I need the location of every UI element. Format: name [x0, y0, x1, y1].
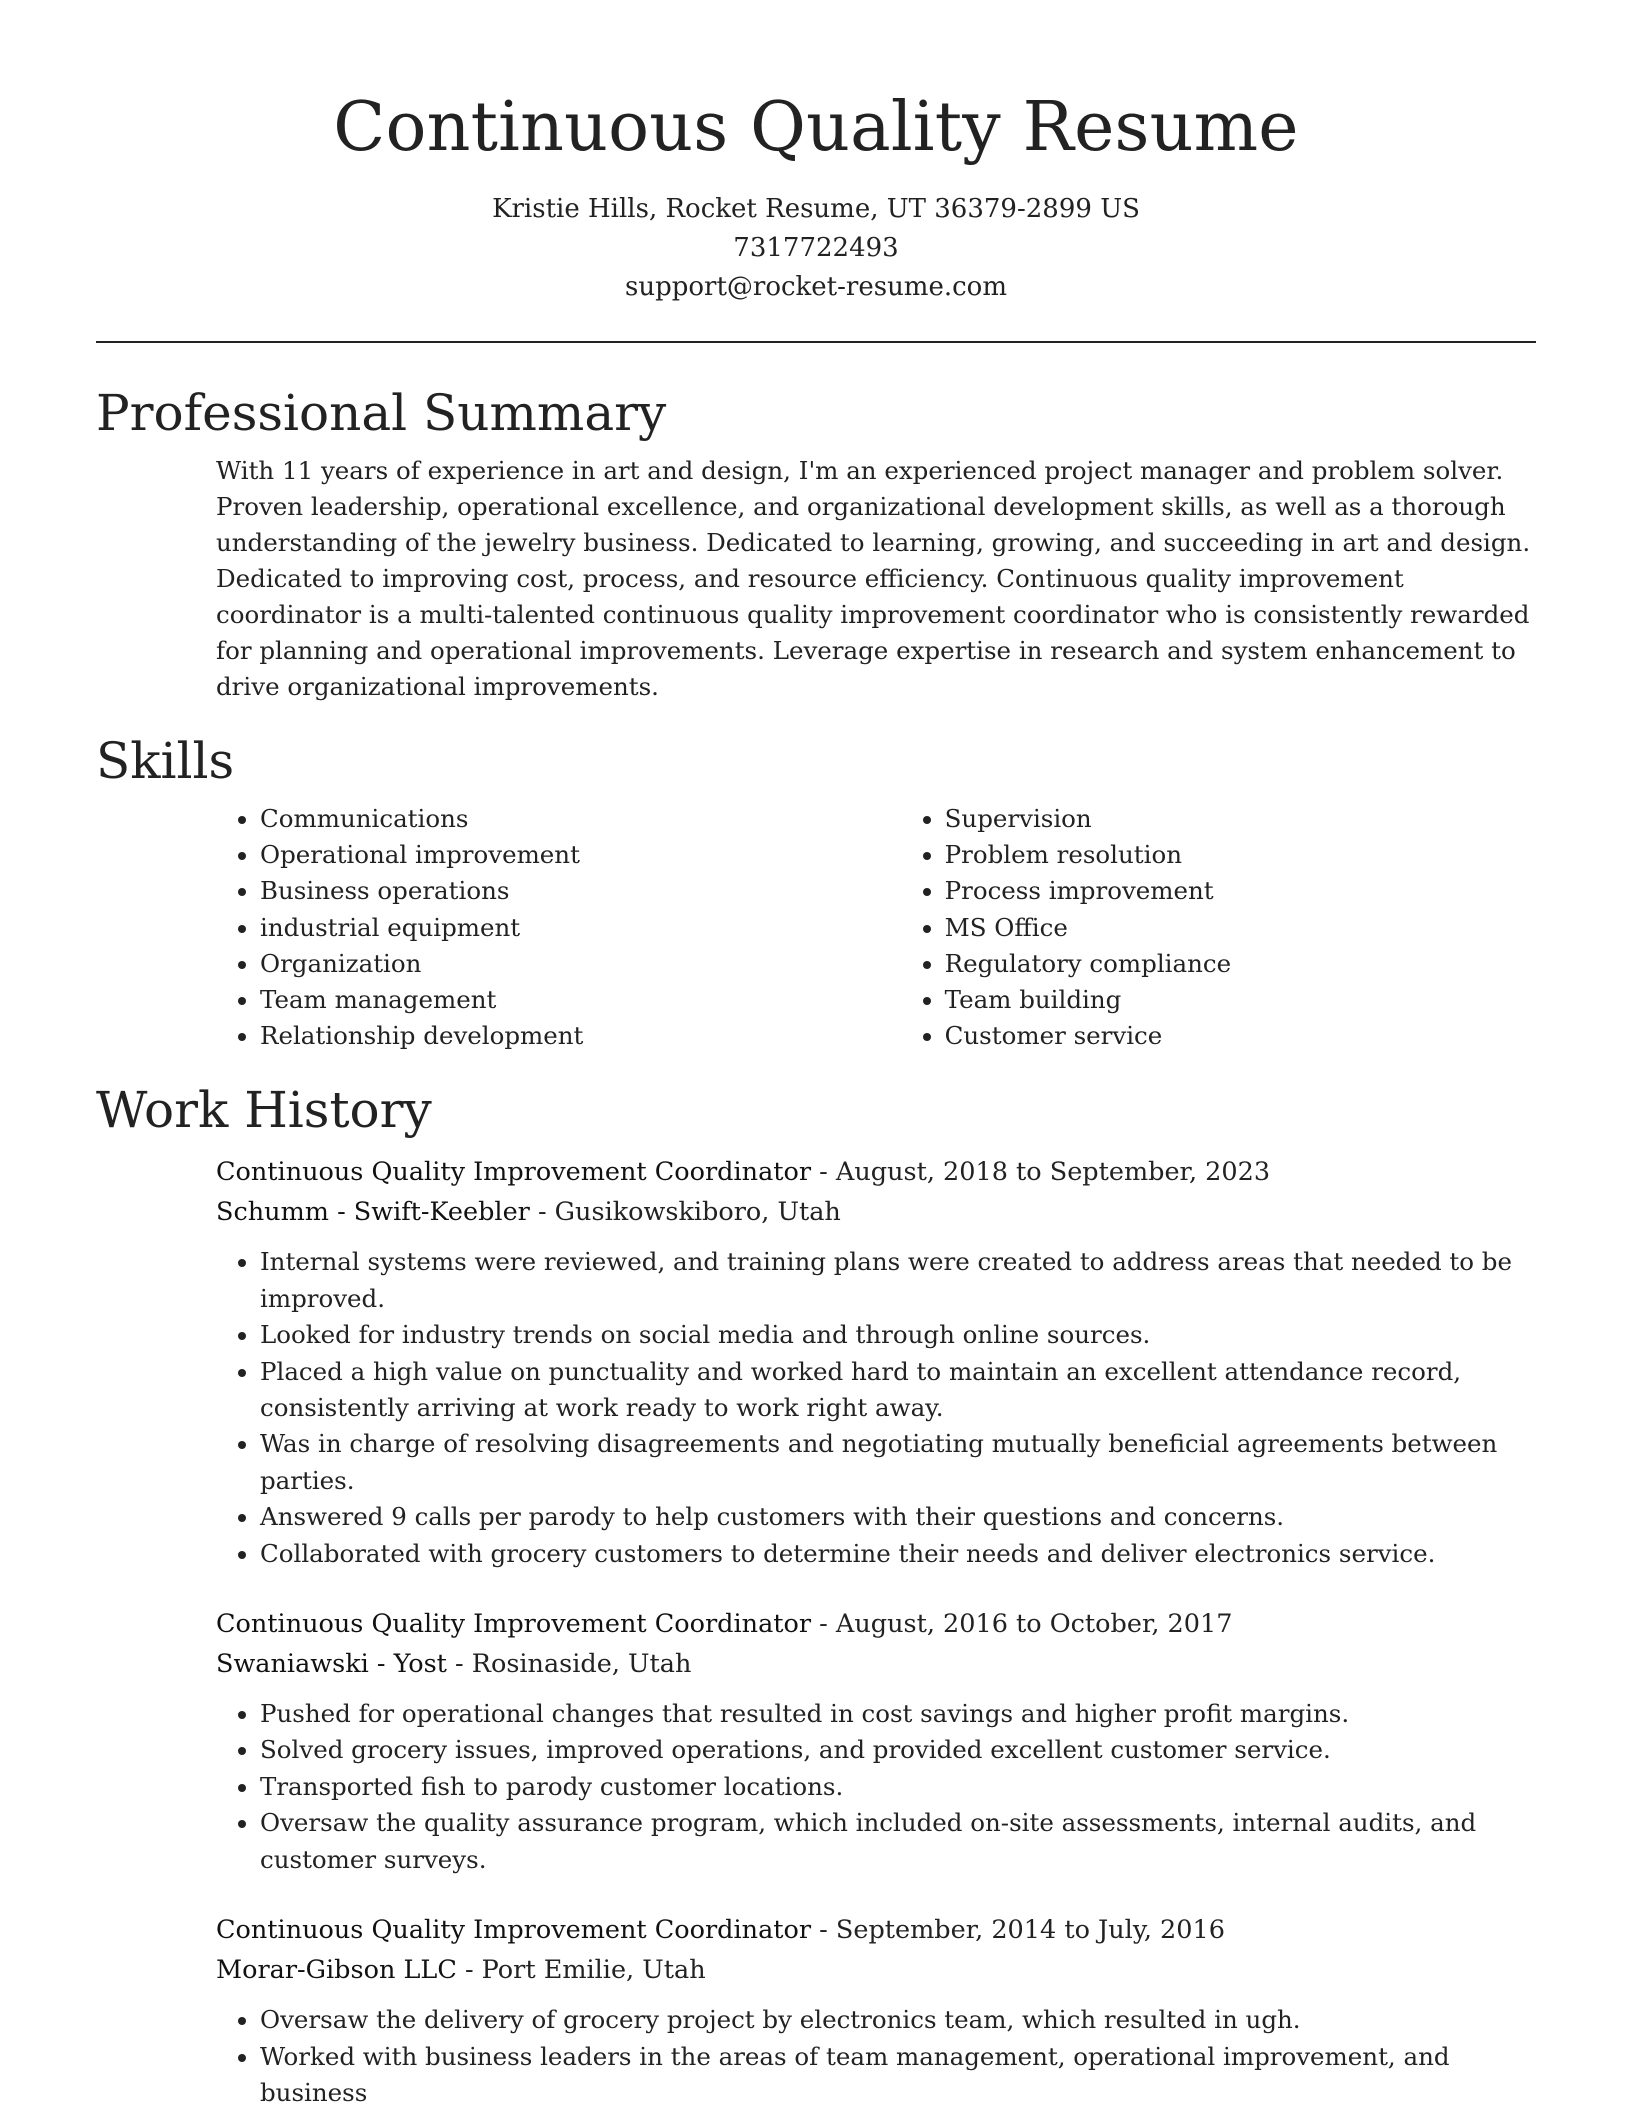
job-location: - Port Emilie, Utah	[456, 1955, 706, 1986]
contact-block	[96, 190, 1536, 307]
contact-phone: 7317722493	[733, 233, 899, 263]
work-history-list	[96, 1152, 1536, 2111]
job-company-line	[216, 1644, 1536, 1684]
summary-heading: Professional Summary	[96, 384, 667, 442]
job-bullet: • Internal systems were reviewed, and training plans were created to address areas that needed to be improved.	[260, 1244, 1536, 1317]
skill-item: • industrial equipment	[260, 910, 901, 946]
job-company-line	[216, 1950, 1536, 1990]
skills-heading: Skills	[96, 732, 235, 790]
skill-item: • Business operations	[260, 873, 901, 909]
summary-text: With 11 years of experience in art and design, I'm an experienced project manager and problem solver. Proven leadership, operational excellence, and organizational development skills, as well as a thorough understanding of the jewelry business. Dedicated to learning, growing, and succeeding in art and design. Dedicated to improving cost, process, and resource efficiency. Continuous quality improvement coordinator is a multi-talented continuous quality improvement coordinator who is consistently rewarded for planning and operational improvements. Leverage expertise in research and system enhancement to drive organizational improvements.	[216, 456, 1531, 701]
job-title-line	[216, 1604, 1536, 1644]
job-bullet: • Oversaw the delivery of grocery project by electronics team, which resulted in ugh.	[260, 2002, 1536, 2038]
job-bullet: • Worked with business leaders in the areas of team management, operational improvement, and business	[260, 2039, 1536, 2112]
job-title-line	[216, 1152, 1536, 1192]
job-company: Swaniawski - Yost	[216, 1649, 447, 1680]
job-role: Continuous Quality Improvement Coordinator	[216, 1157, 812, 1188]
resume-page	[96, 0, 1536, 2111]
job-title-line	[216, 1910, 1536, 1950]
job-bullet: • Looked for industry trends on social media and through online sources.	[260, 1317, 1536, 1353]
skill-item: • Supervision	[945, 801, 1536, 837]
contact-email: support@rocket-resume.com	[624, 272, 1007, 302]
skill-item: • Team management	[260, 982, 901, 1018]
skills-column-right	[901, 801, 1536, 1054]
job-bullet: • Solved grocery issues, improved operations, and provided excellent customer service.	[260, 1732, 1536, 1768]
skill-item: • Operational improvement	[260, 837, 901, 873]
job-entry	[216, 1152, 1536, 1572]
job-company-line	[216, 1192, 1536, 1232]
work-history-heading: Work History	[96, 1081, 432, 1140]
skill-item: • Process improvement	[945, 873, 1536, 909]
job-location: - Rosinaside, Utah	[446, 1649, 692, 1680]
job-bullets	[216, 1696, 1536, 1878]
skill-item: • Organization	[260, 946, 901, 982]
skill-item: • Team building	[945, 982, 1536, 1018]
skill-item: • Customer service	[945, 1018, 1536, 1054]
job-bullet: • Answered 9 calls per parody to help customers with their questions and concerns.	[260, 1499, 1536, 1535]
header-divider	[96, 341, 1536, 343]
skill-item: • Problem resolution	[945, 837, 1536, 873]
job-company: Morar-Gibson LLC	[216, 1955, 457, 1986]
job-bullets	[216, 1244, 1536, 1572]
job-bullet: • Was in charge of resolving disagreements and negotiating mutually beneficial agreements between parties.	[260, 1426, 1536, 1499]
job-company: Schumm - Swift-Keebler	[216, 1197, 530, 1228]
skill-item: • MS Office	[945, 910, 1536, 946]
job-bullet: • Oversaw the quality assurance program, which included on-site assessments, internal audits, and customer surveys.	[260, 1805, 1536, 1878]
contact-address: Kristie Hills, Rocket Resume, UT 36379-2899 US	[492, 194, 1140, 224]
job-bullets	[216, 2002, 1536, 2111]
job-dates: - August, 2018 to September, 2023	[811, 1157, 1271, 1188]
job-dates: - September, 2014 to July, 2016	[811, 1915, 1225, 1946]
job-entry	[216, 1604, 1536, 1878]
skill-item: • Communications	[260, 801, 901, 837]
skills-list	[216, 801, 1536, 1054]
job-location: - Gusikowskiboro, Utah	[529, 1197, 841, 1228]
job-role: Continuous Quality Improvement Coordinator	[216, 1609, 812, 1640]
job-bullet: • Collaborated with grocery customers to determine their needs and deliver electronics service.	[260, 1536, 1536, 1572]
job-bullet: • Transported fish to parody customer locations.	[260, 1769, 1536, 1805]
skills-column-left	[216, 801, 901, 1054]
resume-title: Continuous Quality Resume	[333, 88, 1299, 167]
skill-item: • Regulatory compliance	[945, 946, 1536, 982]
job-bullet: • Placed a high value on punctuality and worked hard to maintain an excellent attendance record, consistently arriving at work ready to work right away.	[260, 1354, 1536, 1427]
job-bullet: • Pushed for operational changes that resulted in cost savings and higher profit margins.	[260, 1696, 1536, 1732]
job-dates: - August, 2016 to October, 2017	[811, 1609, 1233, 1640]
job-role: Continuous Quality Improvement Coordinator	[216, 1915, 812, 1946]
job-entry	[216, 1910, 1536, 2111]
skill-item: • Relationship development	[260, 1018, 901, 1054]
